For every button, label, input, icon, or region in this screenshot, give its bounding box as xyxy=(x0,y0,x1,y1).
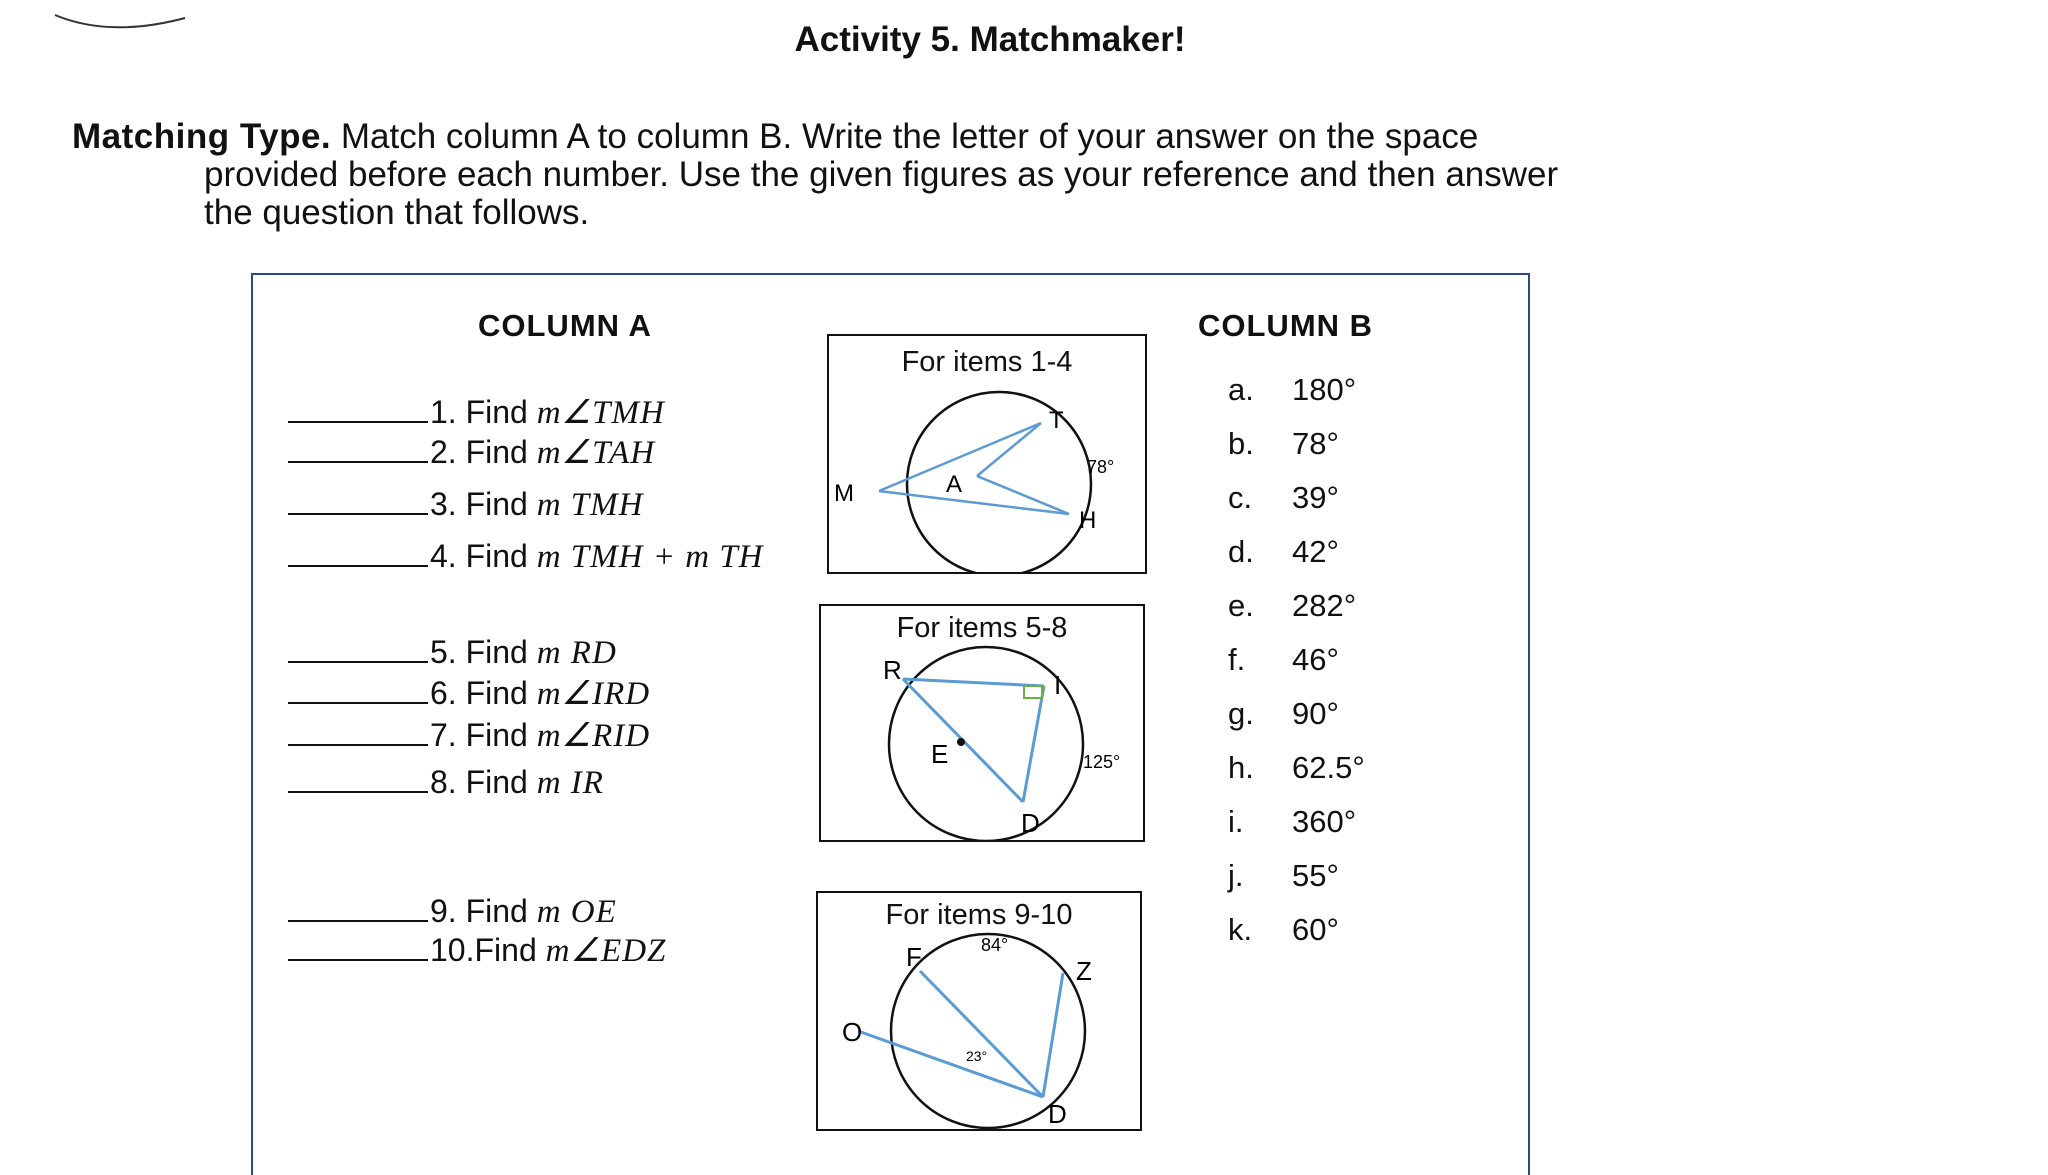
column-b-item-d: d. 42° xyxy=(1228,534,1339,569)
column-a-item-1: 1. Find m∠TMH xyxy=(288,392,665,432)
circle-diagram-1 xyxy=(829,336,1145,572)
figure-caption: For items 5-8 xyxy=(896,612,1068,644)
column-b-item-f: f. 46° xyxy=(1228,642,1339,677)
answer-blank[interactable] xyxy=(288,716,428,746)
label-m: M xyxy=(834,480,854,507)
label-d: D xyxy=(1048,1099,1067,1129)
column-b-heading: COLUMN B xyxy=(1198,308,1374,343)
answer-blank[interactable] xyxy=(288,537,428,567)
answer-blank[interactable] xyxy=(288,485,428,515)
figure-items-5-8 xyxy=(819,604,1145,842)
answer-blank[interactable] xyxy=(288,674,428,704)
arc-label: 84° xyxy=(981,935,1009,955)
label-e: E xyxy=(931,739,949,769)
column-b-item-e: e. 282° xyxy=(1228,588,1357,623)
instructions-line1: Match column A to column B. Write the letter of your answer on the space xyxy=(340,117,1479,156)
answer-blank[interactable] xyxy=(288,633,428,663)
instructions-line3: the question that follows. xyxy=(204,193,590,232)
label-t: T xyxy=(1049,407,1064,434)
column-a-item-3: 3. Find m TMH xyxy=(288,485,643,524)
column-b-item-c: c. 39° xyxy=(1228,480,1339,515)
column-a-item-5: 5. Find m RD xyxy=(288,633,617,672)
answer-blank[interactable] xyxy=(288,433,428,463)
column-a-heading: COLUMN A xyxy=(478,308,652,343)
column-a-item-9: 9. Find m OE xyxy=(288,892,617,931)
label-d: D xyxy=(1021,808,1040,838)
label-h: H xyxy=(1079,507,1097,534)
column-a-item-4: 4. Find m TMH + m TH xyxy=(288,537,764,576)
column-b-item-k: k. 60° xyxy=(1228,912,1339,947)
label-z: Z xyxy=(1076,956,1092,986)
arc-label: 125° xyxy=(1083,752,1121,772)
figure-caption: For items 1-4 xyxy=(901,346,1073,378)
column-a-item-8: 8. Find m IR xyxy=(288,763,604,802)
column-a-item-10: 10.Find m∠EDZ xyxy=(288,930,666,970)
column-b-item-j: j. 55° xyxy=(1228,858,1339,893)
circle-diagram-2 xyxy=(821,606,1143,840)
column-a-item-6: 6. Find m∠IRD xyxy=(288,673,650,713)
instructions xyxy=(72,118,1912,232)
label-r: R xyxy=(883,655,902,685)
figure-items-1-4 xyxy=(827,334,1147,574)
label-o: O xyxy=(842,1017,863,1047)
instructions-line2: provided before each number. Use the given figures as your reference and then answer xyxy=(204,155,1559,194)
page-title: Activity 5. Matchmaker! xyxy=(794,20,1186,59)
label-f: F xyxy=(906,942,922,972)
label-a: A xyxy=(946,471,963,498)
column-b-item-b: b. 78° xyxy=(1228,426,1339,461)
arc-label: 78° xyxy=(1087,457,1115,477)
label-i: I xyxy=(1054,670,1062,700)
column-a-item-7: 7. Find m∠RID xyxy=(288,715,650,755)
column-b-item-i: i. 360° xyxy=(1228,804,1357,839)
figure-caption: For items 9-10 xyxy=(885,899,1073,931)
answer-blank[interactable] xyxy=(288,393,428,423)
instructions-lead: Matching Type. xyxy=(72,117,332,156)
column-b-item-a: a. 180° xyxy=(1228,372,1357,407)
column-b-item-h: h. 62.5° xyxy=(1228,750,1365,785)
figure-items-9-10 xyxy=(816,891,1142,1131)
column-b-item-g: g. 90° xyxy=(1228,696,1339,731)
angle-label: 23° xyxy=(966,1048,988,1064)
answer-blank[interactable] xyxy=(288,763,428,793)
circle-diagram-3 xyxy=(818,893,1140,1129)
answer-blank[interactable] xyxy=(288,931,428,961)
answer-blank[interactable] xyxy=(288,892,428,922)
column-a-item-2: 2. Find m∠TAH xyxy=(288,432,655,472)
